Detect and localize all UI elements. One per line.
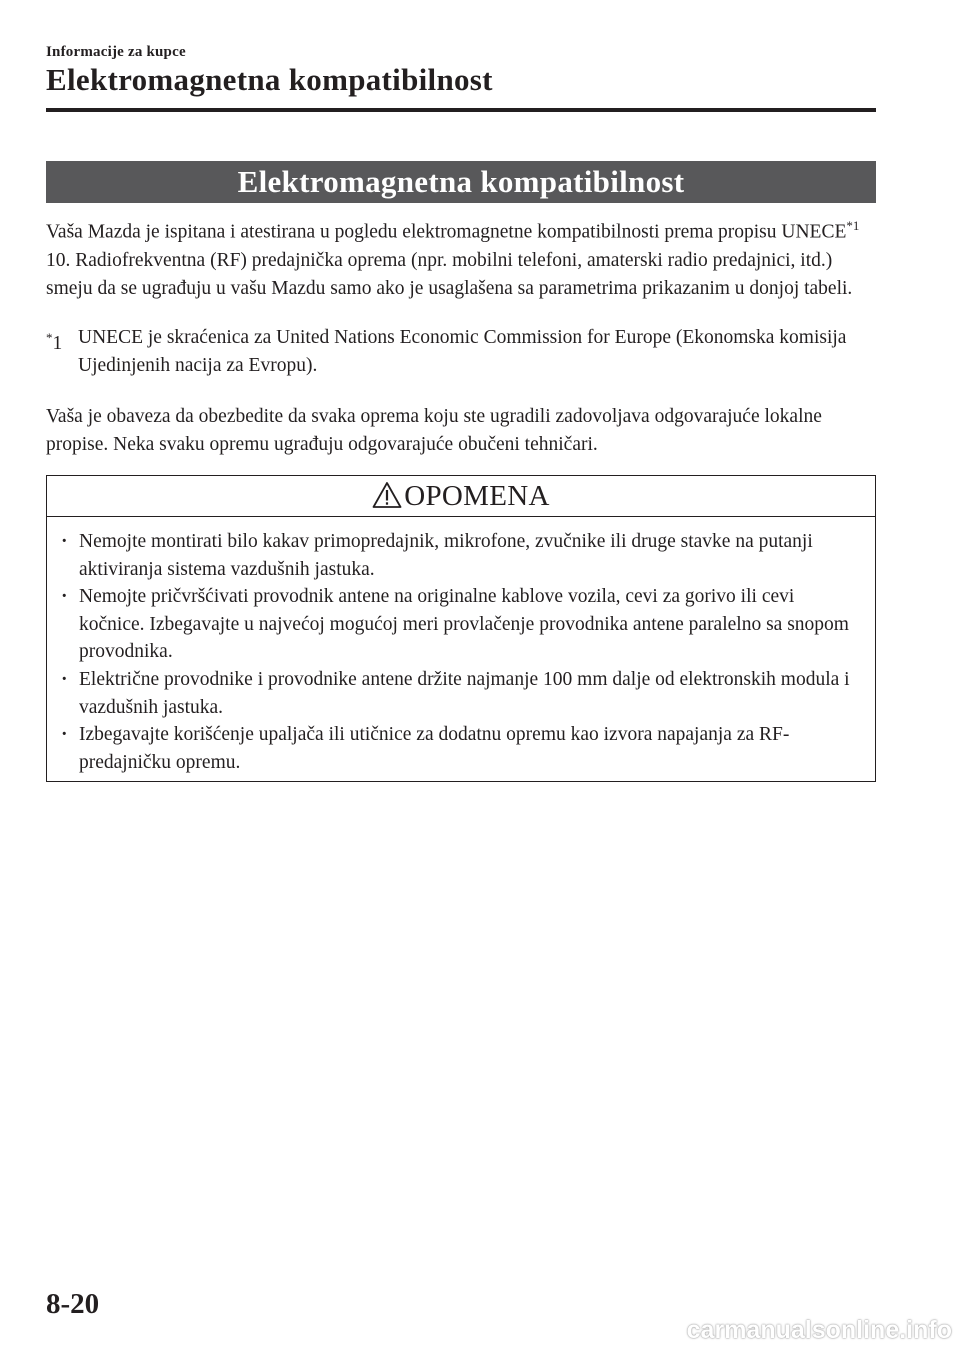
intro-paragraph bbox=[46, 212, 876, 303]
warning-item-text: Izbegavajte korišćenje upaljača ili utičnice za dodatnu opremu kao izvora napajanja za RF-predajničku opremu. bbox=[79, 724, 790, 773]
obligation-paragraph: Vaša je obaveza da obezbedite da svaka oprema koju ste ugradili zadovoljava odgovarajuće lokalne propise. Neka svaku opremu ugrađuju odgovarajuće obučeni tehničari. bbox=[46, 406, 822, 455]
list-item bbox=[61, 721, 861, 776]
footnote-marker: *1 bbox=[46, 330, 63, 354]
section-title: Elektromagnetna kompatibilnost bbox=[237, 164, 685, 199]
warning-triangle-icon bbox=[372, 481, 402, 509]
footnote-text: UNECE je skraćenica za United Nations Economic Commission for Europe (Ekonomska komisija Ujedinjenih nacija za Evropu). bbox=[78, 327, 847, 376]
bullet: · bbox=[61, 586, 68, 608]
warning-item-text: Nemojte montirati bilo kakav primopredajnik, mikrofone, zvučnike ili druge stavke na putanji aktiviranja sistema vazdušnih jastuka. bbox=[79, 531, 813, 580]
bullet: · bbox=[61, 724, 68, 746]
page-title: Elektromagnetna kompatibilnost bbox=[46, 62, 493, 97]
list-item bbox=[61, 666, 861, 721]
breadcrumb: Informacije za kupce bbox=[46, 44, 186, 60]
warning-item-text: Električne provodnike i provodnike antene držite najmanje 100 mm dalje od elektronskih modula i vazdušnih jastuka. bbox=[79, 668, 850, 718]
bullet: · bbox=[61, 668, 68, 690]
warning-item-text: Nemojte pričvršćivati provodnik antene na originalne kablove vozila, cevi za gorivo ili cevi kočnice. Izbegavajte u najvećoj mogućoj meri provlačenje provodnika antene paralelno sa snopom provodnika. bbox=[79, 586, 849, 663]
intro-text-part2: 10. Radiofrekventna (RF) predajnička oprema (npr. mobilni telefoni, amaterski radio predajnici, itd.) smeju da se ugrađuju u vašu Mazdu samo ako je usaglašena sa parametrima prikazanim u donjoj tabeli. bbox=[46, 249, 853, 299]
watermark-logo: carmanualsonline.info bbox=[686, 1316, 952, 1344]
intro-text-part1: Vaša Mazda je ispitana i atestirana u pogledu elektromagnetne kompatibilnosti prema propisu UNECE bbox=[46, 221, 847, 243]
bullet: · bbox=[61, 531, 68, 552]
warning-box bbox=[46, 475, 876, 782]
section-banner bbox=[46, 161, 876, 203]
warning-title: OPOMENA bbox=[404, 479, 550, 512]
page-number: 8-20 bbox=[46, 1288, 100, 1320]
footnote-reference: *1 bbox=[846, 218, 860, 233]
warning-list bbox=[61, 528, 861, 776]
header-divider bbox=[46, 108, 876, 112]
list-item bbox=[61, 583, 861, 666]
list-item bbox=[61, 528, 861, 583]
warning-header bbox=[47, 476, 875, 517]
